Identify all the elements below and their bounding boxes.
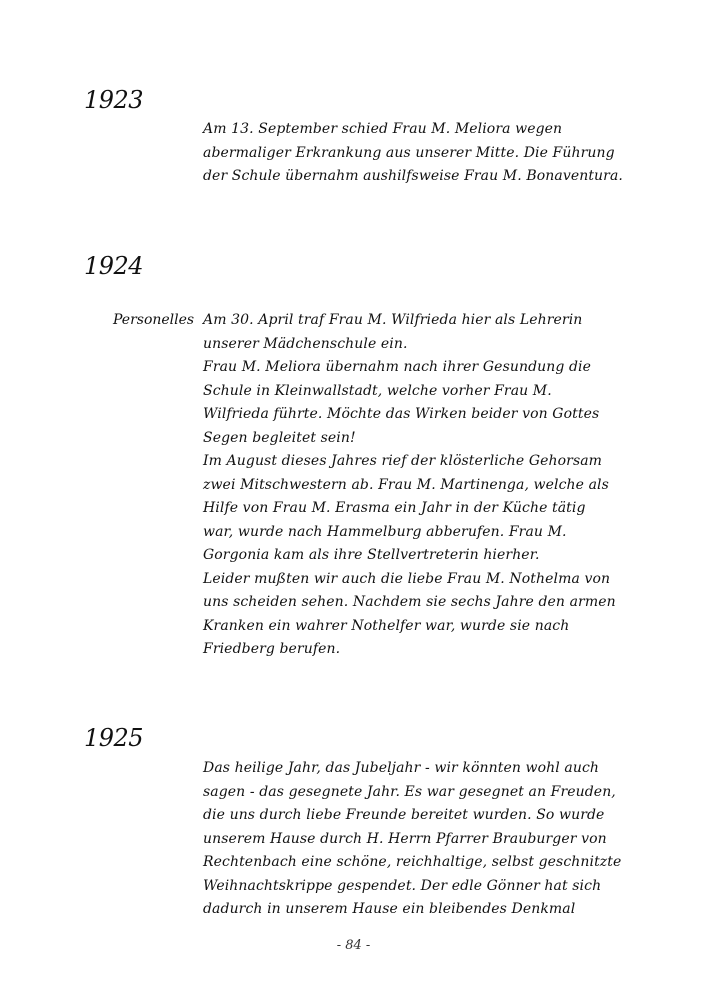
text-line: Am 13. September schied Frau M. Meliora wegen [203,121,563,137]
entry-1923 [203,118,633,189]
text-line: der Schule übernahm aushilfsweise Frau M. Bonaventura. [203,168,623,184]
text-line: war, wurde nach Hammelburg abberufen. Frau M. [203,523,567,540]
text-line: die uns durch liebe Freunde bereitet wurden. So wurde [203,807,605,823]
text-line: unserer Mädchenschule ein. [203,335,408,352]
text-line: Schule in Kleinwallstadt, welche vorher Frau M. [203,382,552,399]
text-line: sagen - das gesegnete Jahr. Es war gesegnet an Freuden, [203,783,616,800]
text-line: Am 30. April traf Frau M. Wilfrieda hier als Lehrerin [203,312,583,328]
text-line: Kranken ein wahrer Nothelfer war, wurde sie nach [203,617,570,634]
entry-1924 [203,309,633,662]
text-line: Leider mußten wir auch die liebe Frau M. Nothelma von [203,570,611,587]
entry-1925 [203,757,633,922]
text-line: abermaliger Erkrankung aus unserer Mitte. Die Führung [203,144,615,161]
year-heading-1923: 1923 [84,86,144,114]
text-line: Im August dieses Jahres rief der klösterliche Gehorsam [203,453,603,469]
text-line: unserem Hause durch H. Herrn Pfarrer Brauburger von [203,830,607,847]
year-heading-1924: 1924 [84,252,144,280]
text-line: Wilfrieda führte. Möchte das Wirken beider von Gottes [203,406,600,422]
year-heading-1925: 1925 [84,724,144,752]
text-line: Segen begleitet sein! [203,429,356,446]
text-line: zwei Mitschwestern ab. Frau M. Martinenga, welche als [203,476,609,493]
text-line: Hilfe von Frau M. Erasma ein Jahr in der Küche tätig [203,500,586,516]
text-line: Rechtenbach eine schöne, reichhaltige, selbst geschnitzte [203,854,622,870]
text-line: Frau M. Meliora übernahm nach ihrer Gesundung die [203,359,592,375]
text-line: uns scheiden sehen. Nachdem sie sechs Jahre den armen [203,594,616,610]
text-line: dadurch in unserem Hause ein bleibendes Denkmal [203,901,576,917]
margin-label-personelles: Personelles [113,312,195,328]
text-line: Friedberg berufen. [203,641,341,657]
text-line: Gorgonia kam als ihre Stellvertreterin hierher. [203,547,540,563]
text-line: Das heilige Jahr, das Jubeljahr - wir könnten wohl auch [203,760,599,776]
text-line: Weihnachtskrippe gespendet. Der edle Gönner hat sich [203,877,602,894]
page-number: - 84 - [336,938,371,953]
